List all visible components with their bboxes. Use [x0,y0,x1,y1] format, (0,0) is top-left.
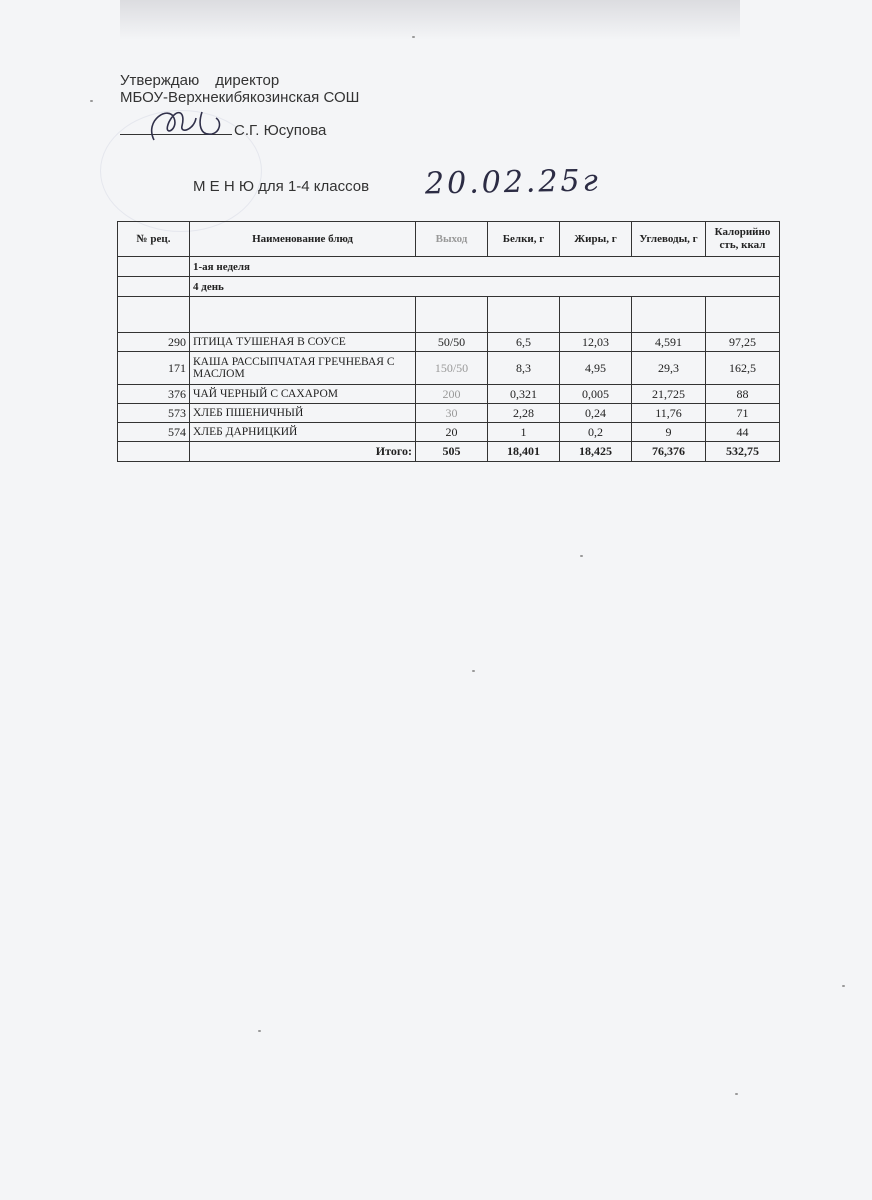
dish-name: ХЛЕБ ДАРНИЦКИЙ [190,423,416,442]
scan-top-shadow [120,0,740,40]
table-row [118,352,780,385]
menu-title: М Е Н Ю для 1-4 классов [193,178,370,195]
table-row [118,423,780,442]
recipe-number: 376 [118,385,190,404]
handwritten-date: 20.02.25г [424,163,602,202]
dish-kcal: 162,5 [706,352,780,385]
recipe-number: 290 [118,333,190,352]
dish-fat: 0,24 [560,404,632,423]
total-row [118,442,780,462]
approve-word: Утверждаю [120,72,200,89]
column-header: Калорийно сть, ккал [706,222,780,257]
dish-fat: 12,03 [560,333,632,352]
dish-output: 50/50 [416,333,488,352]
total-fat: 18,425 [560,442,632,462]
dish-output: 150/50 [416,352,488,385]
recipe-number: 171 [118,352,190,385]
menu-table [117,221,780,462]
scan-speck [472,670,475,672]
scan-speck [258,1030,261,1032]
dish-carbs: 21,725 [632,385,706,404]
dish-kcal: 71 [706,404,780,423]
dish-output: 30 [416,404,488,423]
column-header: Выход [416,222,488,257]
handwritten-signature [124,100,234,148]
dish-fat: 0,005 [560,385,632,404]
table-row [118,385,780,404]
scan-speck [90,100,93,102]
dish-protein: 8,3 [488,352,560,385]
day-label: 4 день [190,277,780,297]
scan-speck [580,555,583,557]
dish-name: ХЛЕБ ПШЕНИЧНЫЙ [190,404,416,423]
organization-name: МБОУ-Верхнекибякозинская СОШ [120,89,360,106]
dish-output: 20 [416,423,488,442]
dish-fat: 0,2 [560,423,632,442]
total-kcal: 532,75 [706,442,780,462]
column-header: Углеводы, г [632,222,706,257]
blank-row [118,297,780,333]
dish-protein: 6,5 [488,333,560,352]
dish-carbs: 9 [632,423,706,442]
recipe-number: 574 [118,423,190,442]
total-carbs: 76,376 [632,442,706,462]
approval-line [120,72,359,89]
director-name: С.Г. Юсупова [234,122,327,139]
scan-speck [412,36,415,38]
day-row [118,277,780,297]
dish-fat: 4,95 [560,352,632,385]
column-header: Наименование блюд [190,222,416,257]
dish-name: ПТИЦА ТУШЕНАЯ В СОУСЕ [190,333,416,352]
scan-speck [842,985,845,987]
dish-protein: 2,28 [488,404,560,423]
week-label: 1-ая неделя [190,257,780,277]
week-row [118,257,780,277]
total-protein: 18,401 [488,442,560,462]
column-header: № рец. [118,222,190,257]
column-header: Белки, г [488,222,560,257]
dish-protein: 0,321 [488,385,560,404]
dish-kcal: 44 [706,423,780,442]
table-row [118,404,780,423]
total-label: Итого: [190,442,416,462]
dish-carbs: 11,76 [632,404,706,423]
dish-carbs: 4,591 [632,333,706,352]
column-header: Жиры, г [560,222,632,257]
scan-speck [735,1093,738,1095]
total-output: 505 [416,442,488,462]
table-row [118,333,780,352]
approve-role: директор [215,72,280,89]
dish-kcal: 97,25 [706,333,780,352]
dish-name: КАША РАССЫПЧАТАЯ ГРЕЧНЕВАЯ С МАСЛОМ [190,352,416,385]
dish-output: 200 [416,385,488,404]
dish-name: ЧАЙ ЧЕРНЫЙ С САХАРОМ [190,385,416,404]
table-header-row [118,222,780,257]
dish-carbs: 29,3 [632,352,706,385]
dish-kcal: 88 [706,385,780,404]
dish-protein: 1 [488,423,560,442]
recipe-number: 573 [118,404,190,423]
